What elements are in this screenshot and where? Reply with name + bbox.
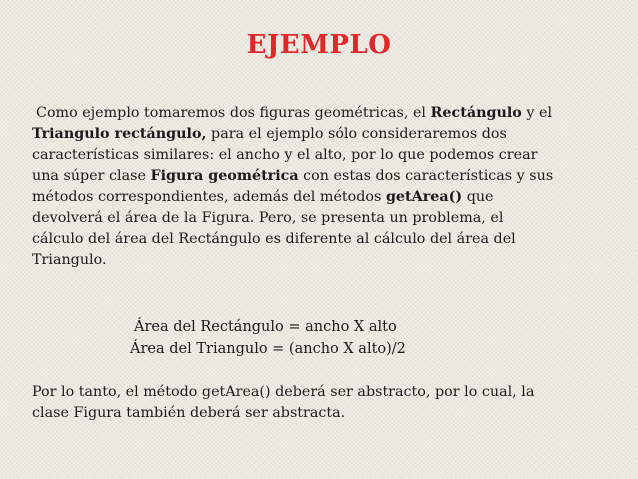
intro-line-2 (32, 124, 622, 145)
formula-triangle-area: Área del Triangulo = (ancho X alto)/2 (130, 341, 406, 357)
conclusion-line-1: Por lo tanto, el método getArea() deberá ser abstracto, por lo cual, la (32, 384, 535, 400)
conclusion-line-2: clase Figura también deberá ser abstracta. (32, 405, 346, 421)
intro-line-1 (32, 103, 622, 124)
intro-line-5 (32, 187, 622, 208)
intro-line-3: características similares: el ancho y el alto, por lo que podemos crear (32, 147, 538, 163)
text-segment: una súper clase (32, 168, 151, 184)
text-segment: con estas dos características y sus (298, 168, 554, 184)
conclusion-paragraph (32, 382, 622, 424)
bold-term-triangulo: Triangulo rectángulo, (32, 126, 207, 142)
text-segment: que (462, 189, 494, 205)
bold-term-figura: Figura geométrica (150, 168, 299, 184)
intro-line-4 (32, 166, 622, 187)
formulas (130, 316, 406, 360)
formula-rectangle-area: Área del Rectángulo = ancho X alto (134, 319, 397, 335)
slide-title: EJEMPLO (246, 30, 392, 60)
intro-line-7: cálculo del área del Rectángulo es diferente al cálculo del área del (32, 231, 516, 247)
text-segment: métodos correspondientes, además del métodos (32, 189, 386, 205)
intro-line-8: Triangulo. (32, 252, 107, 268)
text-segment: y el (521, 105, 553, 121)
text-segment: para el ejemplo sólo consideraremos dos (206, 126, 507, 142)
bold-term-getarea: getArea() (385, 189, 463, 205)
intro-line-6: devolverá el área de la Figura. Pero, se presenta un problema, el (32, 210, 504, 226)
text-segment: Como ejemplo tomaremos dos figuras geométricas, el (36, 105, 431, 121)
intro-paragraph (32, 103, 622, 271)
bold-term-rectangulo: Rectángulo (430, 105, 522, 121)
